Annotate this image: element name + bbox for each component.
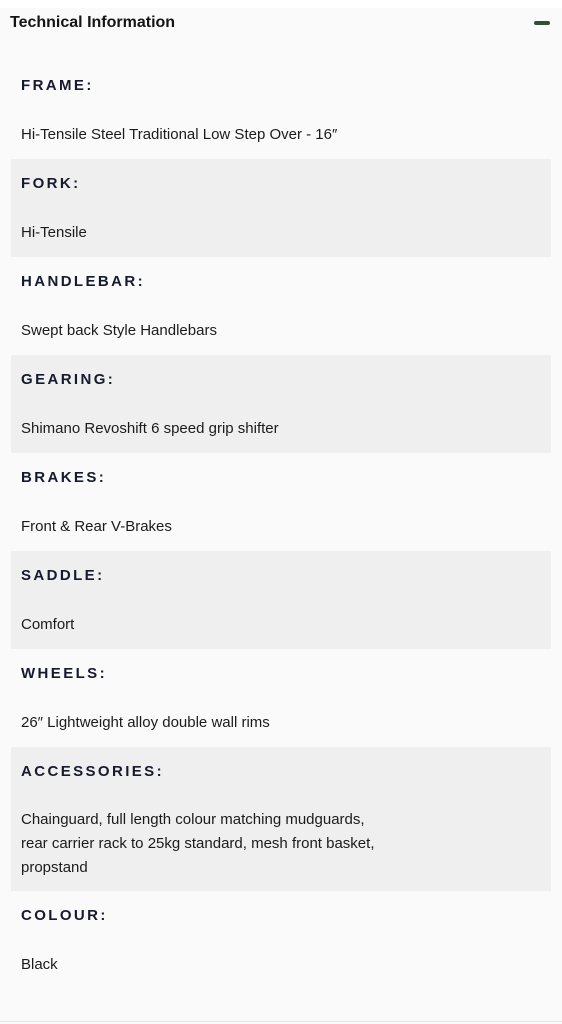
spec-label: FRAME: — [21, 77, 94, 94]
spec-label: SADDLE: — [21, 567, 105, 584]
spec-label: WHEELS: — [21, 665, 107, 682]
spec-value: 26″ Lightweight alloy double wall rims — [21, 714, 270, 731]
spec-label: HANDLEBAR: — [21, 273, 145, 290]
spec-label: FORK: — [21, 175, 81, 192]
accordion-header[interactable] — [0, 8, 562, 38]
accordion-title: Technical Information — [10, 14, 176, 31]
spec-row-brakes — [11, 453, 551, 551]
spec-list — [11, 61, 551, 989]
spec-value-line: rear carrier rack to 25kg standard, mesh front basket, — [21, 835, 375, 852]
spec-value: Hi-Tensile — [21, 224, 87, 241]
spec-row-gearing — [11, 355, 551, 453]
spec-row-frame — [11, 61, 551, 159]
spec-value-line: propstand — [21, 859, 88, 876]
spec-label: BRAKES: — [21, 469, 107, 486]
spec-value: Comfort — [21, 616, 75, 633]
panel-bottom-divider — [0, 1021, 562, 1022]
spec-value: Black — [21, 956, 58, 973]
spec-row-accessories — [11, 747, 551, 891]
spec-row-saddle — [11, 551, 551, 649]
spec-value: Shimano Revoshift 6 speed grip shifter — [21, 420, 279, 437]
spec-row-handlebar — [11, 257, 551, 355]
spec-value: Hi-Tensile Steel Traditional Low Step Over - 16″ — [21, 126, 338, 143]
spec-value: Front & Rear V-Brakes — [21, 518, 172, 535]
spec-value — [21, 796, 541, 891]
spec-label: COLOUR: — [21, 907, 108, 924]
spec-value: Swept back Style Handlebars — [21, 322, 217, 339]
spec-label: ACCESSORIES: — [21, 763, 164, 780]
spec-row-wheels — [11, 649, 551, 747]
spec-value-line: Chainguard, full length colour matching mudguards, — [21, 811, 365, 828]
spec-row-colour — [11, 891, 551, 989]
spec-row-fork — [11, 159, 551, 257]
spec-label: GEARING: — [21, 371, 116, 388]
minus-icon[interactable] — [534, 21, 550, 25]
